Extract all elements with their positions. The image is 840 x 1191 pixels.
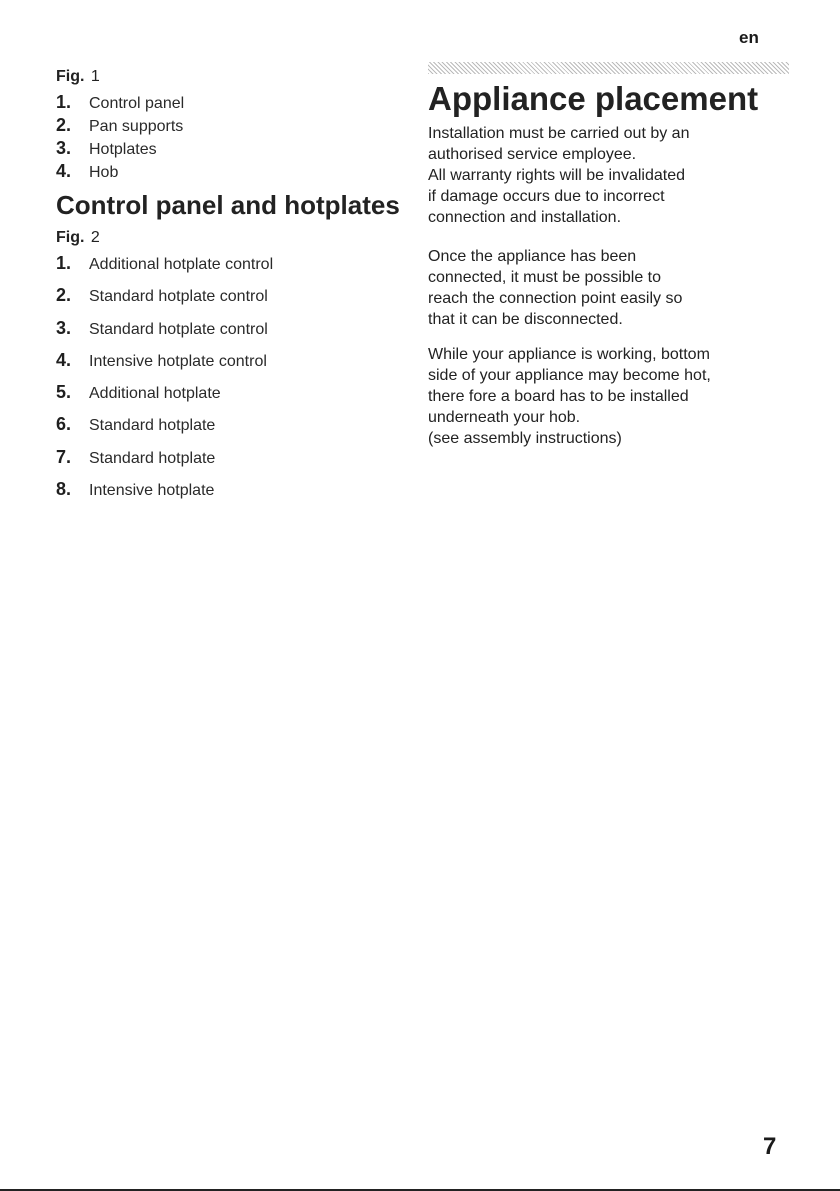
list-item — [56, 382, 273, 414]
paragraph-installation — [428, 123, 793, 228]
list-item — [56, 318, 273, 350]
list-item-number: 2. — [56, 285, 72, 306]
list-item — [56, 92, 184, 115]
list-item — [56, 285, 273, 317]
paragraph-line: While your appliance is working, bottom — [428, 346, 710, 363]
list-item-number: 4. — [56, 349, 72, 370]
list-item-number: 4. — [56, 161, 72, 181]
list-item-number: 3. — [56, 317, 72, 338]
list-item-text: Control panel — [89, 95, 185, 112]
fig2-label — [56, 229, 100, 247]
paragraph-line: that it can be disconnected. — [428, 311, 623, 328]
list-item-number: 3. — [56, 138, 72, 158]
page-number: 7 — [763, 1133, 777, 1160]
list-item-number: 7. — [56, 446, 72, 467]
section-title-control-panel: Control panel and hotplates — [56, 190, 400, 220]
fig1-parts-list — [56, 92, 184, 184]
paragraph-line: Once the appliance has been — [428, 248, 637, 265]
list-item — [56, 253, 273, 285]
paragraph-line: All warranty rights will be invalidated — [428, 167, 685, 184]
fig2-label-text: Fig. — [56, 229, 85, 246]
list-item-number: 2. — [56, 115, 72, 135]
paragraph-line: connection and installation. — [428, 209, 622, 226]
list-item-number: 6. — [56, 414, 72, 435]
list-item — [56, 138, 184, 161]
list-item-text: Pan supports — [89, 118, 184, 135]
list-item-text: Standard hotplate control — [89, 320, 268, 338]
list-item-number: 5. — [56, 382, 72, 403]
fig1-number: 1 — [90, 68, 100, 85]
list-item — [56, 161, 184, 184]
list-item-number: 8. — [56, 479, 72, 500]
list-item — [56, 447, 273, 479]
fig2-parts-list — [56, 253, 273, 511]
list-item-text: Standard hotplate — [89, 417, 216, 435]
list-item-text: Intensive hotplate — [89, 482, 215, 500]
list-item-text: Standard hotplate control — [89, 288, 268, 306]
paragraph-line: there fore a board has to be installed — [428, 388, 689, 405]
decorative-hatch-bar — [428, 62, 789, 74]
list-item-text: Intensive hotplate control — [89, 352, 267, 370]
list-item-number: 1. — [56, 253, 72, 273]
paragraph-line: reach the connection point easily so — [428, 290, 683, 307]
paragraph-line: authorised service employee. — [428, 146, 637, 163]
fig2-number: 2 — [90, 229, 100, 246]
list-item-text: Additional hotplate control — [89, 256, 274, 273]
paragraph-board — [428, 344, 793, 449]
list-item-text: Hob — [89, 164, 119, 181]
paragraph-line: connected, it must be possible to — [428, 269, 662, 286]
language-code: en — [739, 28, 759, 47]
fig1-label — [56, 68, 100, 86]
list-item — [56, 414, 273, 446]
list-item-number: 1. — [56, 92, 72, 112]
list-item-text: Standard hotplate — [89, 449, 216, 467]
list-item — [56, 350, 273, 382]
section-title-appliance-placement: Appliance placement — [428, 80, 759, 117]
paragraph-line: Installation must be carried out by an — [428, 125, 690, 142]
paragraph-line: underneath your hob. — [428, 409, 581, 426]
list-item-text: Additional hotplate — [89, 385, 221, 403]
paragraph-line: if damage occurs due to incorrect — [428, 188, 665, 205]
list-item — [56, 479, 273, 511]
paragraph-line: side of your appliance may become hot, — [428, 367, 711, 384]
paragraph-line: (see assembly instructions) — [428, 430, 622, 447]
list-item-text: Hotplates — [89, 141, 157, 158]
paragraph-connection — [428, 246, 793, 330]
fig1-label-text: Fig. — [56, 68, 85, 85]
list-item — [56, 115, 184, 138]
